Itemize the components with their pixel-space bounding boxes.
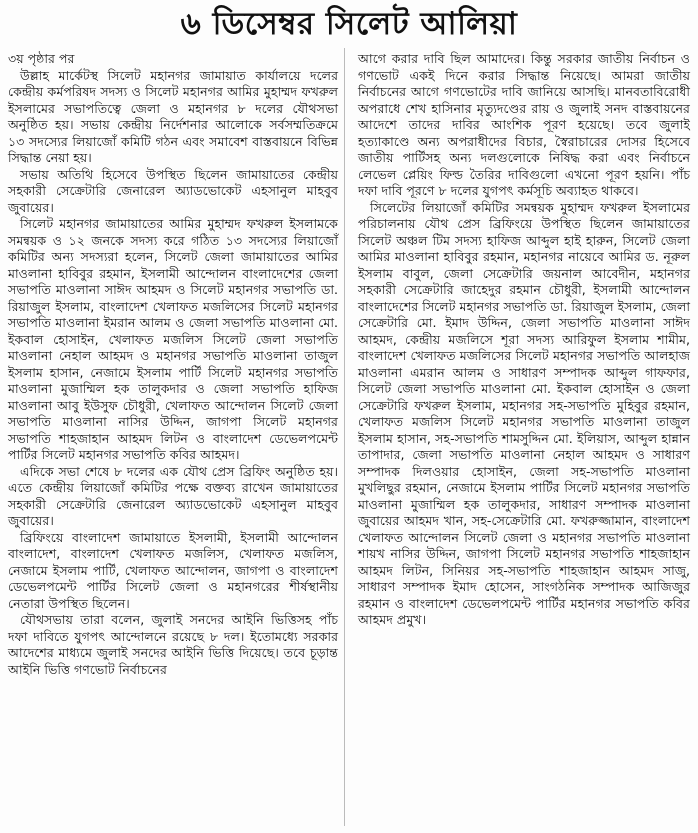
paragraph: সভায় অতিথি হিসেবে উপস্থিত ছিলেন জামায়াতের কেন্দ্রীয় সহকারী সেক্রেটারি জেনারেল অ্যাডভোকেট এহসানুল মাহবুব জুবায়ের। (8, 166, 338, 215)
paragraph: আগে করার দাবি ছিল আমাদের। কিন্তু সরকার জাতীয় নির্বাচন ও গণভোট একই দিনে করার সিদ্ধান্ত নিয়েছে। আমরা জাতীয় নির্বাচনের আগে গণভোটের দাবি জানিয়ে আসছি। মানবতাবিরোধী অপরাধে শেখ হাসিনার মৃত্যুদণ্ডের রায় ও জুলাই সনদ বাস্তবায়নের আদেশে তাদের দাবির আংশিক পূরণ হয়েছে। তবে জুলাই হত্যাকাণ্ডে অন্য অপরাধীদের বিচার, স্বৈরাচারের দোসর হিসেবে জাতীয় পার্টিসহ অন্য দলগুলোকে নিষিদ্ধ করা এবং নির্বাচনে লেভেল প্লেয়িং ফিল্ড তৈরির দাবিগুলো এখনো পূরণ হয়নি। পাঁচ দফা দাবি পূরণে ৮ দলের যুগপৎ কর্মসূচি অব্যাহত থাকবে। (358, 51, 690, 198)
paragraph: সিলেটের লিয়াজোঁ কমিটির সমন্বয়ক মুহাম্মদ ফখরুল ইসলামের পরিচালনায় যৌথ প্রেস ব্রিফিংয়ে উপস্থিত ছিলেন জামায়াতের সিলেট অঞ্চল টিম সদস্য হাফিজ আব্দুল হাই হারুন, সিলেট জেলা আমির মাওলানা হাবিবুর রহমান, মহানগর নায়েবে আমির ড. নূরুল ইসলাম বাবুল, জেলা সেক্রেটারি জয়নাল আবেদীন, মহানগর সহকারী সেক্রেটারি জাহেদুর রহমান চৌধুরী, ইসলামী আন্দোলন বাংলাদেশের সিলেট মহানগর সভাপতি ডা. রিয়াজুল ইসলাম, জেলা সেক্রেটারি মো. ইমাদ উদ্দিন, জেলা সভাপতি মাওলানা সাঈদ আহমদ, কেন্দ্রীয় মজলিসে শূরা সদস্য আরিফুল ইসলাম শামীম, বাংলাদেশ খেলাফত মজলিসের সিলেট মহানগর সভাপতি আলহাজ মাওলানা এমরান আলম ও সাধারণ সম্পাদক আব্দুল গাফফার, সিলেট জেলা সভাপতি মাওলানা মো. ইকবাল হোসাইন ও জেলা সেক্রেটারি ফখরুল ইসলাম, মহানগর সহ-সভাপতি মুহিবুর রহমান, খেলাফত মজলিস সিলেট মহানগর সভাপতি মাওলানা তাজুল ইসলাম হাসান, সহ-সভাপতি শামসুদ্দিন মো. ইলিয়াস, আব্দুল হান্নান তাপাদার, জেলা সভাপতি মাওলানা নেহাল আহমদ ও সাধারণ সম্পাদক দিলওয়ার হোসাইন, জেলা সহ-সভাপতি মাওলানা মুখলিছুর রহমান, নেজামে ইসলাম পার্টির সিলেট মহানগর সভাপতি মাওলানা মুজাম্মিল হক তালুকদার, সাধারণ সম্পাদক মাওলানা জুবায়ের আহমদ খান, সহ-সেক্রেটারি মো. ফখরুজ্জামান, বাংলাদেশ খেলাফত আন্দোলন সিলেট জেলা ও মহানগর সভাপতি মাওলানা শায়খ নাসির উদ্দিন, জাগপা সিলেট মহানগর সভাপতি শাহজাহান আহমদ লিটন, সিনিয়র সহ-সভাপতি শাহজাহান আহমদ সাজু, সাধারণ সম্পাদক ইমাদ হোসেন, সাংগঠনিক সম্পাদক আজিজুর রহমান ও বাংলাদেশ ডেভেলপমেন্ট পার্টির মহানগর সভাপতি কবির আহমদ প্রমুখ। (358, 199, 690, 627)
column-divider (344, 48, 345, 826)
right-column (358, 51, 690, 629)
paragraph: এদিকে সভা শেষে ৮ দলের এক যৌথ প্রেস ব্রিফিং অনুষ্ঠিত হয়। এতে কেন্দ্রীয় লিয়াজোঁ কমিটির পক্ষে বক্তব্য রাখেন জামায়াতের সহকারী সেক্রেটারি জেনারেল অ্যাডভোকেট এহসানুল মাহবুব জুবায়ের। (8, 463, 338, 528)
paragraph: সিলেট মহানগর জামায়াতের আমির মুহাম্মদ ফখরুল ইসলামকে সমন্বয়ক ও ১২ জনকে সদস্য করে গঠিত ১৩ সদস্যের লিয়াজোঁ কমিটির অন্য সদস্যরা হলেন, সিলেট জেলা জামায়াতের আমির মাওলানা হাবিবুর রহমান, ইসলামী আন্দোলন বাংলাদেশের জেলা সভাপতি মাওলানা সাঈদ আহমদ ও সিলেট মহানগর সভাপতি ডা. রিয়াজুল ইসলাম, বাংলাদেশ খেলাফত মজলিসের সিলেট মহানগর সভাপতি মাওলানা ইমরান আলম ও জেলা সভাপতি মাওলানা মো. ইকবাল হোসাইন, খেলাফত মজলিস সিলেট জেলা সভাপতি মাওলানা নেহাল আহমদ ও মহানগর সভাপতি মাওলানা তাজুল ইসলাম হাসান, নেজামে ইসলাম পার্টি সিলেট মহানগর সভাপতি মাওলানা মুজাম্মিল হক তালুকদার ও জেলা সভাপতি হাফিজ মাওলানা আবু ইউসুফ চৌধুরী, খেলাফত আন্দোলন সিলেট জেলা সভাপতি মাওলানা নাসির উদ্দিন, জাগপা সিলেট মহানগর সভাপতি শাহজাহান আহমদ লিটন ও বাংলাদেশ ডেভেলপমেন্ট পার্টির সিলেট মহানগর সভাপতি কবির আহমদ। (8, 216, 338, 462)
left-column (8, 51, 338, 678)
continuation-label: ৩য় পৃষ্ঠার পর (8, 51, 75, 66)
paragraph: ব্রিফিংয়ে বাংলাদেশ জামায়াতে ইসলামী, ইসলামী আন্দোলন বাংলাদেশ, বাংলাদেশ খেলাফত মজলিস, খেলাফত মজলিস, নেজামে ইসলাম পার্টি, খেলাফত আন্দোলন, জাগপা ও বাংলাদেশ ডেভেলপমেন্ট পার্টির সিলেট জেলা ও মহানগরের শীর্ষস্থানীয় নেতারা উপস্থিত ছিলেন। (8, 529, 338, 611)
paragraph: যৌথসভায় তারা বলেন, জুলাই সনদের আইনি ভিত্তিসহ পাঁচ দফা দাবিতে যুগপৎ আন্দোলনে রয়েছে ৮ দল। ইতোমধ্যে সরকার আদেশের মাধ্যমে জুলাই সনদের আইনি ভিত্তি দিয়েছে। তবে চূড়ান্ত আইনি ভিত্তি গণভোট নির্বাচনের (8, 612, 338, 677)
paragraph: উল্লাহ মার্কেটস্থ সিলেট মহানগর জামায়াত কার্যালয়ে দলের কেন্দ্রীয় কর্মপরিষদ সদস্য ও সিলেট মহানগর আমির মুহাম্মদ ফখরুল ইসলামের সভাপতিত্বে জেলা ও মহানগর ৮ দলের যৌথসভা অনুষ্ঠিত হয়। সভায় কেন্দ্রীয় নির্দেশনার আলোকে সর্বসম্মতিক্রমে ১৩ সদস্যের লিয়াজোঁ কমিটি গঠন এবং সমাবেশ বাস্তবায়নে বিভিন্ন সিদ্ধান্ত নেয়া হয়। (8, 67, 338, 165)
headline: ৬ ডিসেম্বর সিলেট আলিয়া (180, 6, 518, 42)
